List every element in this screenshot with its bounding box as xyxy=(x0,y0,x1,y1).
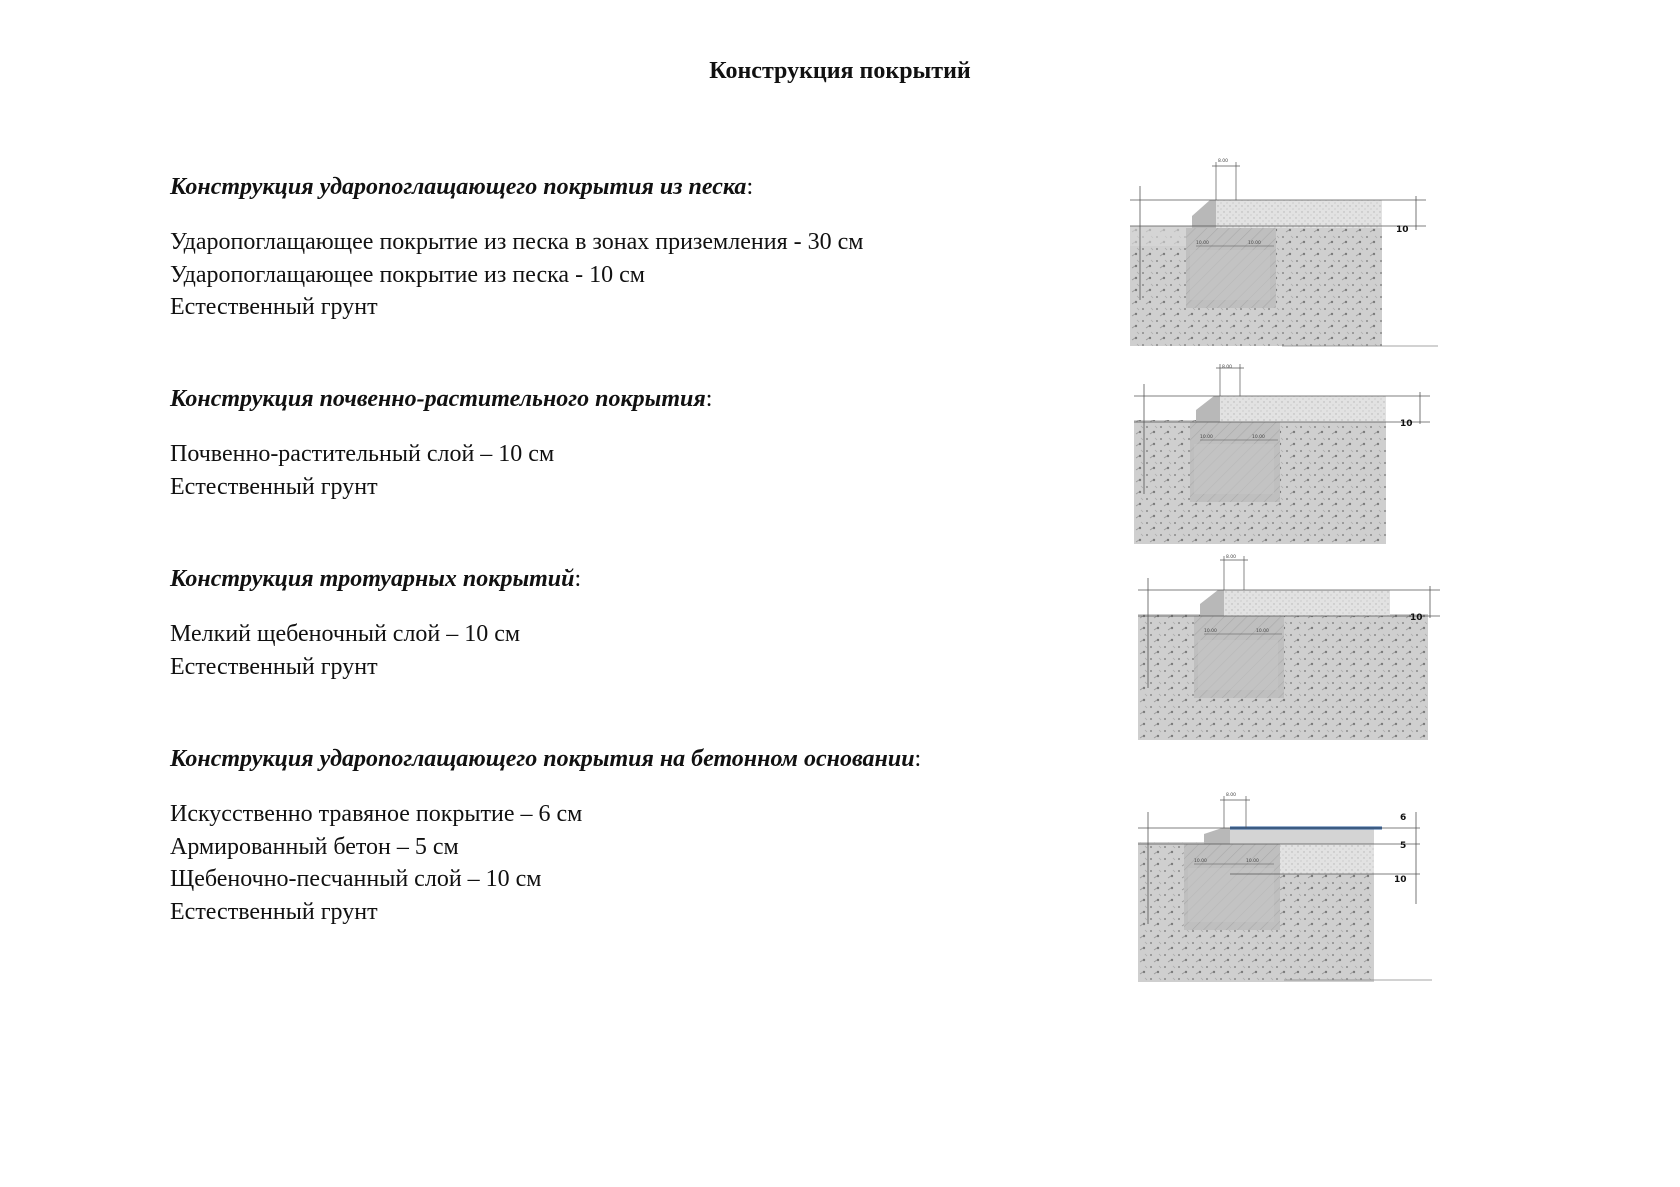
concrete-thickness-label: 5 xyxy=(1400,841,1407,851)
inner-right-label: 10.00 xyxy=(1256,629,1269,634)
curb-width-label: 8.00 xyxy=(1226,555,1237,560)
layer-line: Щебеночно-песчанный слой – 10 см xyxy=(170,866,542,892)
turf-thickness-label: 6 xyxy=(1400,813,1407,823)
page-title: Конструкция покрытий xyxy=(709,58,971,84)
section-heading: Конструкция ударопоглащающего покрытия на бетонном основании: xyxy=(170,746,922,772)
layer-list xyxy=(170,798,1070,928)
section-soil-cover xyxy=(170,384,1070,503)
layer-line: Ударопоглащающее покрытие из песка - 10 см xyxy=(170,261,645,288)
curb-width-label: 8.00 xyxy=(1226,793,1237,798)
layer-list xyxy=(170,438,1070,503)
section-diagram-4 xyxy=(1134,784,1454,984)
layer-line: Естественный грунт xyxy=(170,473,378,500)
curb-width-label: 8.00 xyxy=(1222,365,1233,370)
section-sand-cover xyxy=(170,172,1070,324)
inner-right-label: 10.00 xyxy=(1252,435,1265,440)
layer-line: Армированный бетон – 5 см xyxy=(170,833,459,860)
layer-thickness-label: 10 xyxy=(1396,225,1409,235)
layer-line: Мелкий щебеночный слой – 10 см xyxy=(170,621,521,647)
inner-left-label: 10.00 xyxy=(1194,859,1207,864)
layer-thickness-label: 10 xyxy=(1400,419,1413,429)
section-sidewalk-cover xyxy=(170,564,1070,683)
layer-line: Искусственно травяное покрытие – 6 см xyxy=(170,801,583,827)
inner-right-label: 10.00 xyxy=(1248,241,1261,246)
inner-left-label: 10.00 xyxy=(1204,629,1217,634)
layer-line: Естественный грунт xyxy=(170,294,378,320)
layer-line: Ударопоглащающее покрытие из песка в зонах приземления - 30 см xyxy=(170,229,864,255)
inner-left-label: 10.00 xyxy=(1200,435,1213,440)
layer-list xyxy=(170,226,1070,324)
inner-right-label: 10.00 xyxy=(1246,859,1259,864)
layer-line: Естественный грунт xyxy=(170,653,378,680)
layer-line: Естественный грунт xyxy=(170,898,378,925)
section-heading: Конструкция ударопоглащающего покрытия из песка: xyxy=(170,174,754,200)
layer-thickness-label: 10 xyxy=(1410,613,1423,623)
section-diagram-3 xyxy=(1134,548,1454,744)
section-diagram-2 xyxy=(1130,364,1450,548)
curb-width-label: 8.00 xyxy=(1218,159,1229,164)
layer-line: Почвенно-растительный слой – 10 см xyxy=(170,441,555,467)
section-heading: Конструкция тротуарных покрытий: xyxy=(170,566,582,592)
gravel-thickness-label: 10 xyxy=(1394,875,1407,885)
section-concrete-base-cover xyxy=(170,744,1070,928)
section-heading: Конструкция почвенно-растительного покрытия: xyxy=(170,386,713,412)
layer-list xyxy=(170,618,1070,683)
inner-left-label: 10.00 xyxy=(1196,241,1209,246)
section-diagram-1 xyxy=(1126,150,1446,350)
